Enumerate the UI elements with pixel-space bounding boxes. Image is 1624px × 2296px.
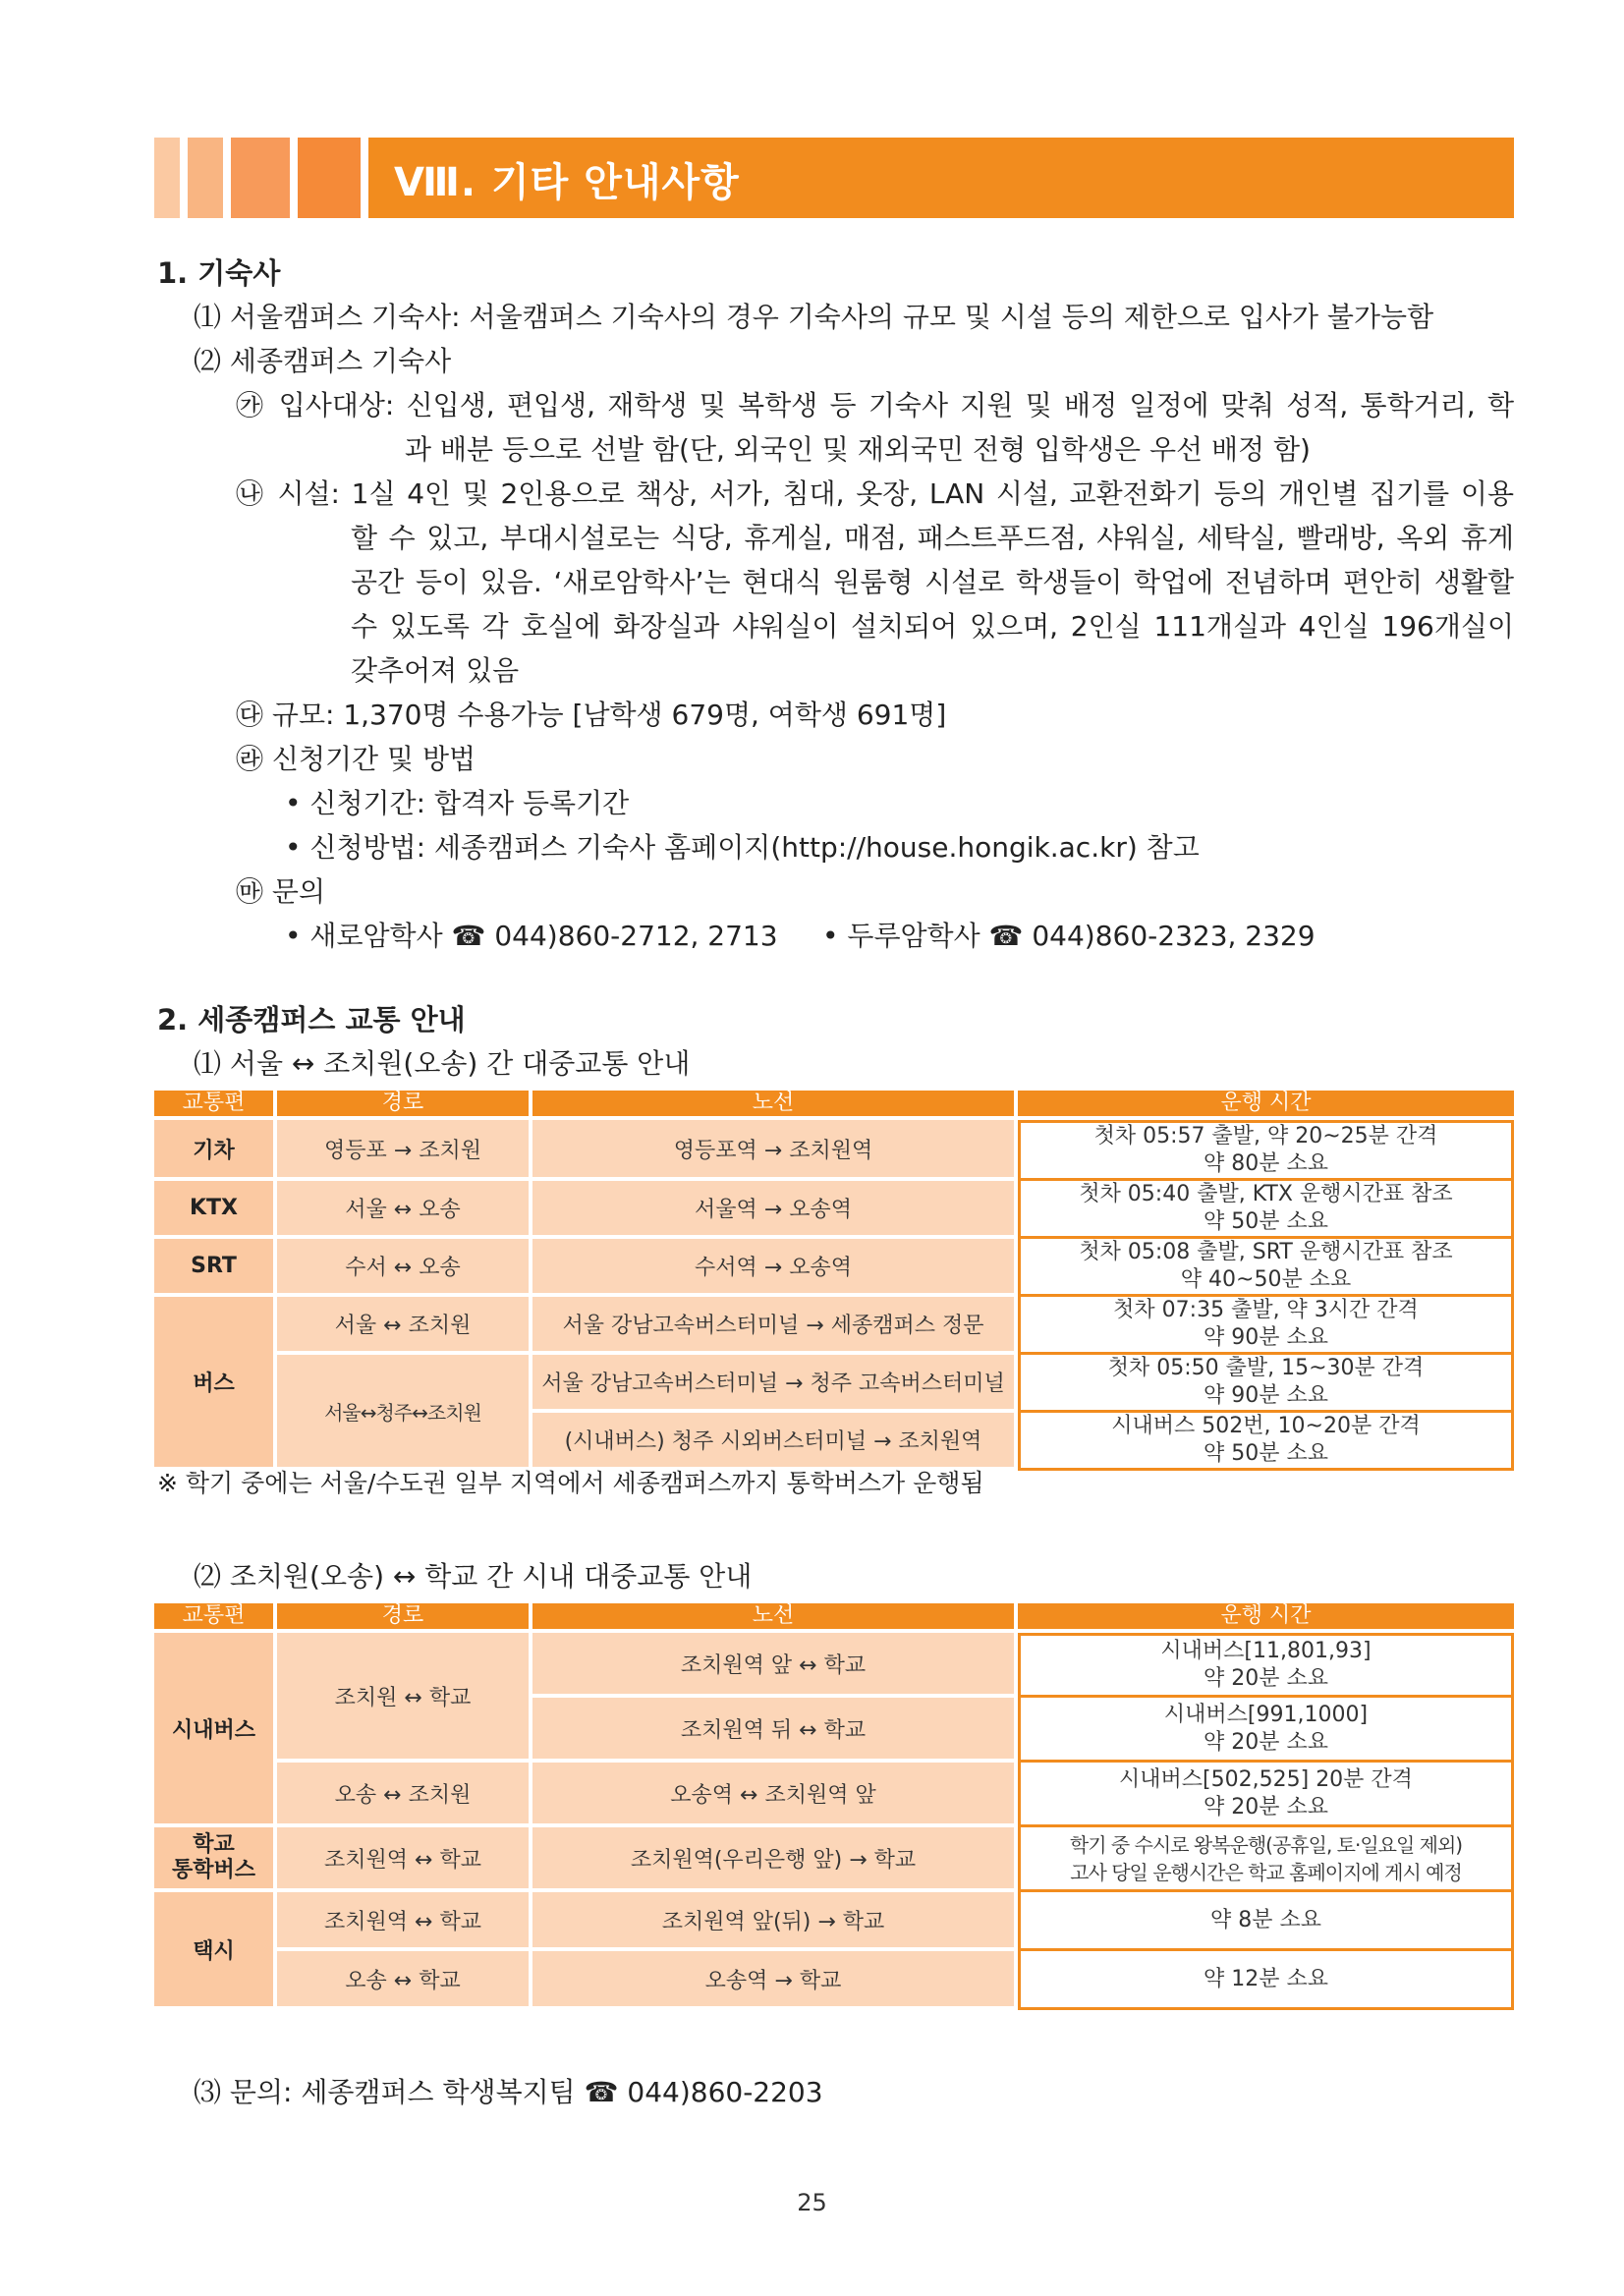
route-cell: 조치원역 ↔ 학교 xyxy=(277,1827,532,1892)
dorm-sejong-heading: ⑵ 세종캠퍼스 기숙사 xyxy=(194,345,452,377)
table-header: 경로 xyxy=(277,1091,532,1120)
time-cell: 학기 중 수시로 왕복운행(공휴일, 토·일요일 제외) 고사 당일 운행시간은 학교 홈페이지에 게시 예정 xyxy=(1018,1827,1514,1892)
table-header: 교통편 xyxy=(154,1603,277,1633)
table-row xyxy=(154,1239,1514,1297)
table-row xyxy=(154,1297,1514,1355)
table-row xyxy=(154,1763,1514,1827)
line-cell: 조치원역 앞 ↔ 학교 xyxy=(532,1633,1018,1698)
dorm-facility-line1: ㉯ 시설: 1실 4인 및 2인용으로 책상, 서가, 침대, 옷장, LAN 시설, 교환전화기 등의 개인별 집기를 이용 xyxy=(236,477,1514,510)
section-2-title: 2. 세종캠퍼스 교통 안내 xyxy=(157,1003,466,1036)
dorm-eligibility-line1: ㉮ 입사대상: 신입생, 편입생, 재학생 및 복학생 등 기숙사 지원 및 배정 일정에 맞춰 성적, 통학거리, 학 xyxy=(236,389,1514,421)
dorm-facility-line2: 할 수 있고, 부대시설로는 식당, 휴게실, 매점, 패스트푸드점, 샤워실, 세탁실, 빨래방, 옥외 휴게 xyxy=(351,522,1514,554)
line-cell: 영등포역 → 조치원역 xyxy=(532,1120,1018,1181)
dorm-contact-duruam: • 두루암학사 ☎ 044)860-2323, 2329 xyxy=(822,920,1316,952)
table-header: 교통편 xyxy=(154,1091,277,1120)
dorm-apply-method: • 신청방법: 세종캠퍼스 기숙사 홈페이지(http://house.hongik.ac.kr) 참고 xyxy=(285,831,1200,864)
time-cell: 시내버스[991,1000] 약 20분 소요 xyxy=(1018,1698,1514,1763)
table-header: 운행 시간 xyxy=(1018,1091,1514,1120)
sejong-contact: ⑶ 문의: 세종캠퍼스 학생복지팀 ☎ 044)860-2203 xyxy=(194,2076,823,2108)
dorm-apply-period: • 신청기간: 합격자 등록기간 xyxy=(285,787,630,819)
line-cell: 조치원역(우리은행 앞) → 학교 xyxy=(532,1827,1018,1892)
table-row xyxy=(154,1120,1514,1181)
dorm-facility-line5: 갖추어져 있음 xyxy=(351,654,520,687)
header-deco-block xyxy=(298,138,361,218)
page-number: 25 xyxy=(797,2189,827,2216)
time-cell: 시내버스[11,801,93] 약 20분 소요 xyxy=(1018,1633,1514,1698)
mode-cell: 버스 xyxy=(154,1297,277,1471)
table-header: 노선 xyxy=(532,1091,1018,1120)
shuttle-note: ※ 학기 중에는 서울/수도권 일부 지역에서 세종캠퍼스까지 통학버스가 운행됨 xyxy=(157,1469,984,1497)
table-row xyxy=(154,1355,1514,1413)
dorm-contact-saeroam: • 새로암학사 ☎ 044)860-2712, 2713 xyxy=(285,920,778,952)
mode-cell: 택시 xyxy=(154,1892,277,2010)
route-cell: 오송 ↔ 학교 xyxy=(277,1951,532,2010)
mode-cell: 학교 통학버스 xyxy=(154,1827,277,1892)
dorm-seoul-text: ⑴ 서울캠퍼스 기숙사: 서울캠퍼스 기숙사의 경우 기숙사의 규모 및 시설 등의 제한으로 입사가 불가능함 xyxy=(194,301,1434,333)
header-deco-block xyxy=(231,138,290,218)
table-row xyxy=(154,1181,1514,1239)
route-cell: 조치원 ↔ 학교 xyxy=(277,1633,532,1763)
time-cell: 첫차 05:08 출발, SRT 운행시간표 참조 약 40~50분 소요 xyxy=(1018,1239,1514,1297)
dorm-apply-heading: ㉱ 신청기간 및 방법 xyxy=(236,743,476,775)
table-header: 경로 xyxy=(277,1603,532,1633)
time-cell: 첫차 05:57 출발, 약 20~25분 간격 약 80분 소요 xyxy=(1018,1120,1514,1181)
line-cell: 오송역 → 학교 xyxy=(532,1951,1018,2010)
time-cell: 첫차 05:50 출발, 15~30분 간격 약 90분 소요 xyxy=(1018,1355,1514,1413)
route-cell: 조치원역 ↔ 학교 xyxy=(277,1892,532,1951)
time-cell: 약 8분 소요 xyxy=(1018,1892,1514,1951)
mode-cell: 기차 xyxy=(154,1120,277,1181)
table-row xyxy=(154,1827,1514,1892)
time-cell: 시내버스 502번, 10~20분 간격 약 50분 소요 xyxy=(1018,1413,1514,1471)
header-deco-block xyxy=(154,138,180,218)
time-cell: 첫차 05:40 출발, KTX 운행시간표 참조 약 50분 소요 xyxy=(1018,1181,1514,1239)
local-transport-table xyxy=(154,1603,1514,2010)
route-cell: 오송 ↔ 조치원 xyxy=(277,1763,532,1827)
time-cell: 첫차 07:35 출발, 약 3시간 간격 약 90분 소요 xyxy=(1018,1297,1514,1355)
dorm-eligibility-line2: 과 배분 등으로 선발 함(단, 외국인 및 재외국민 전형 입학생은 우선 배정 함) xyxy=(405,433,1311,466)
table-row xyxy=(154,1892,1514,1951)
line-cell: 오송역 ↔ 조치원역 앞 xyxy=(532,1763,1018,1827)
line-cell: 서울 강남고속버스터미널 → 청주 고속버스터미널 xyxy=(532,1355,1018,1413)
dorm-facility-line4: 수 있도록 각 호실에 화장실과 샤워실이 설치되어 있으며, 2인실 111개실과 4인실 196개실이 xyxy=(351,610,1514,643)
transport-seoul-heading: ⑴ 서울 ↔ 조치원(오송) 간 대중교통 안내 xyxy=(194,1047,691,1080)
table-header: 노선 xyxy=(532,1603,1018,1633)
line-cell: 조치원역 뒤 ↔ 학교 xyxy=(532,1698,1018,1763)
line-cell: (시내버스) 청주 시외버스터미널 → 조치원역 xyxy=(532,1413,1018,1471)
table-header: 운행 시간 xyxy=(1018,1603,1514,1633)
dorm-capacity: ㉰ 규모: 1,370명 수용가능 [남학생 679명, 여학생 691명] xyxy=(236,699,947,731)
mode-cell: KTX xyxy=(154,1181,277,1239)
time-cell: 시내버스[502,525] 20분 간격 약 20분 소요 xyxy=(1018,1763,1514,1827)
line-cell: 서울 강남고속버스터미널 → 세종캠퍼스 정문 xyxy=(532,1297,1018,1355)
route-cell: 영등포 → 조치원 xyxy=(277,1120,532,1181)
section-1-title: 1. 기숙사 xyxy=(157,256,281,290)
section-title: Ⅷ. 기타 안내사항 xyxy=(394,160,740,205)
table-row xyxy=(154,1951,1514,2010)
transport-local-heading: ⑵ 조치원(오송) ↔ 학교 간 시내 대중교통 안내 xyxy=(194,1560,753,1593)
route-cell: 수서 ↔ 오송 xyxy=(277,1239,532,1297)
line-cell: 서울역 → 오송역 xyxy=(532,1181,1018,1239)
table-row xyxy=(154,1633,1514,1698)
header-deco-block xyxy=(188,138,223,218)
mode-cell: SRT xyxy=(154,1239,277,1297)
time-cell: 약 12분 소요 xyxy=(1018,1951,1514,2010)
dorm-contact-heading: ㉲ 문의 xyxy=(236,875,325,908)
mode-cell: 시내버스 xyxy=(154,1633,277,1827)
seoul-transport-table xyxy=(154,1091,1514,1471)
route-cell: 서울 ↔ 조치원 xyxy=(277,1297,532,1355)
line-cell: 조치원역 앞(뒤) → 학교 xyxy=(532,1892,1018,1951)
line-cell: 수서역 → 오송역 xyxy=(532,1239,1018,1297)
dorm-facility-line3: 공간 등이 있음. ‘새로암학사’는 현대식 원룸형 시설로 학생들이 학업에 전념하며 편안히 생활할 xyxy=(351,566,1514,598)
route-cell: 서울 ↔ 오송 xyxy=(277,1181,532,1239)
section-header-bar xyxy=(154,138,1514,218)
route-cell: 서울↔청주↔조치원 xyxy=(277,1355,532,1471)
